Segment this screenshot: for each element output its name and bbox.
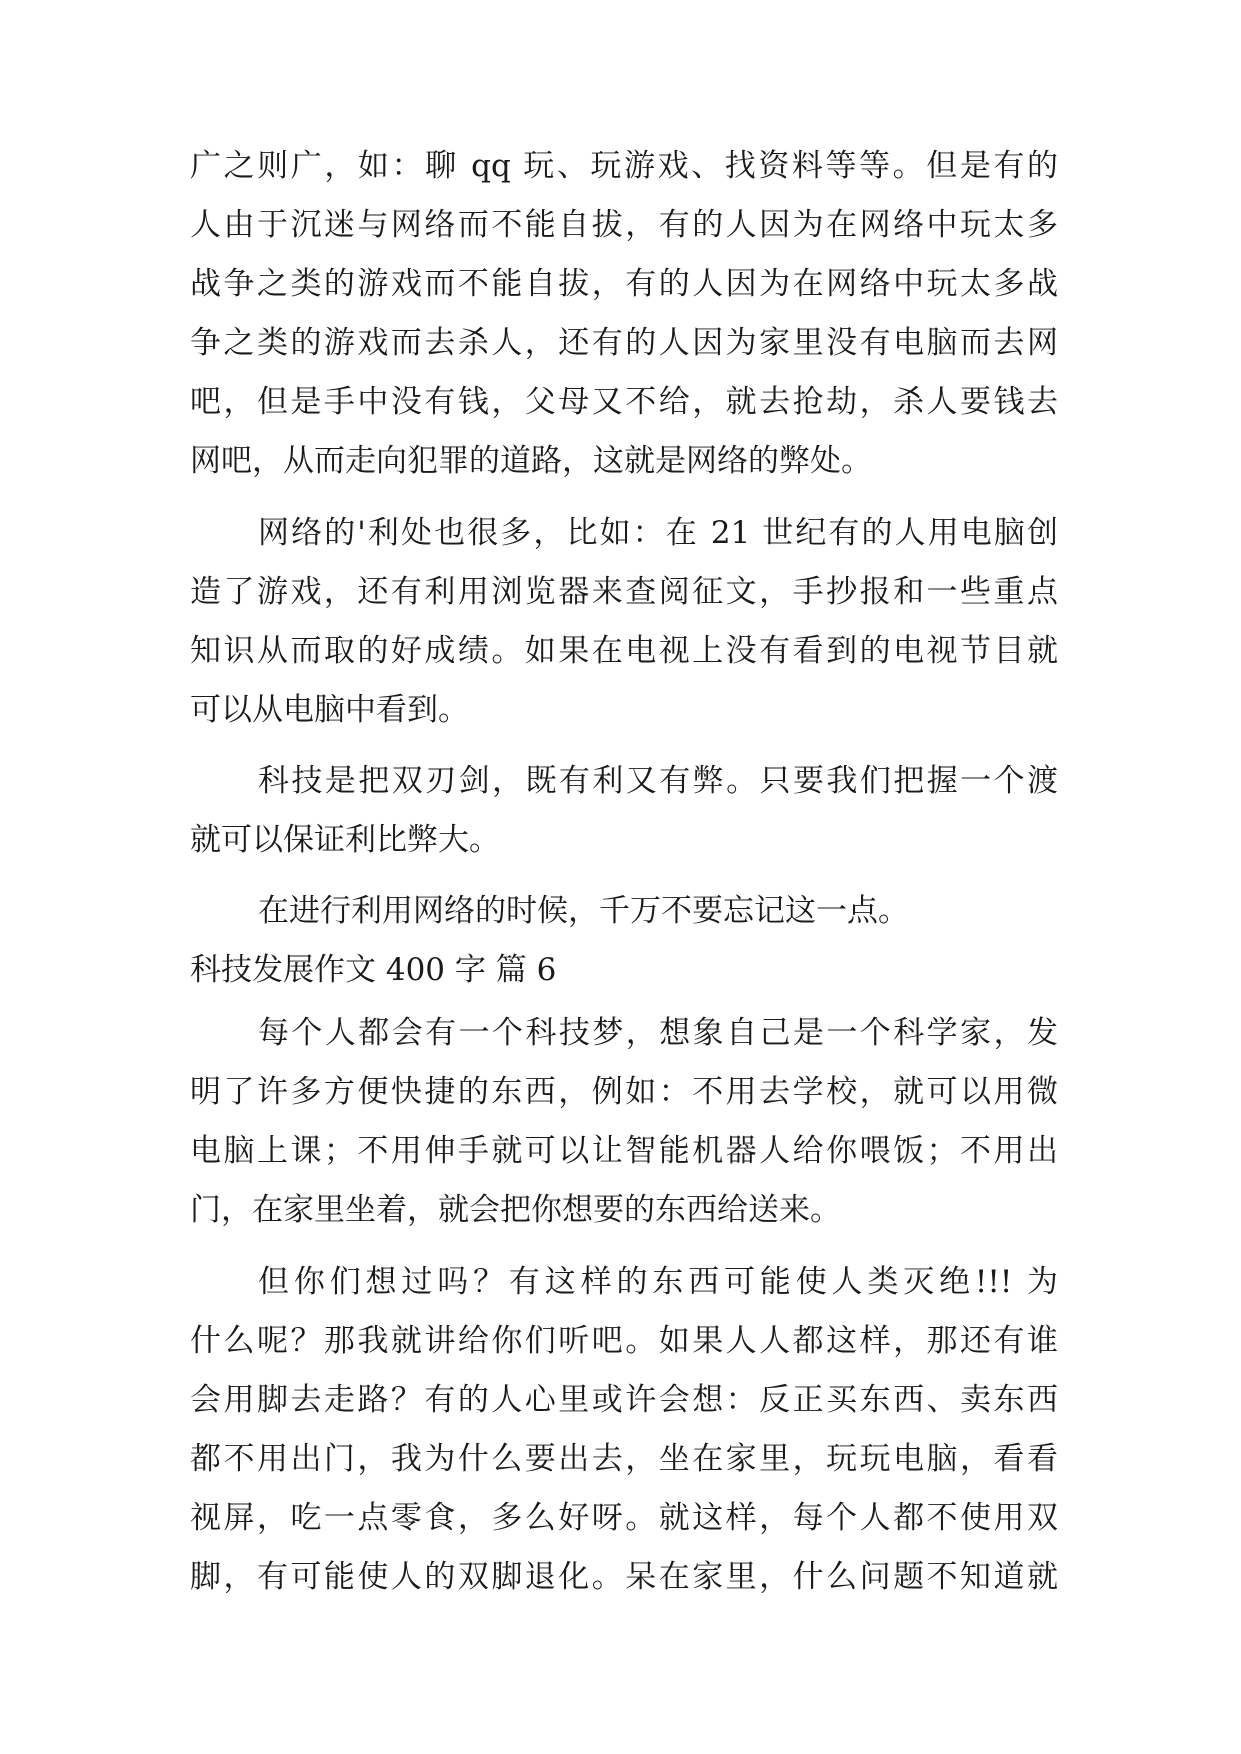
- body-line: 电脑上课；不用伸手就可以让智能机器人给你喂饭；不用出: [190, 1133, 1058, 1169]
- body-line: 脚，有可能使人的双脚退化。呆在家里，什么问题不知道就: [190, 1559, 1058, 1595]
- section-heading: 科技发展作文 400 字 篇 6: [190, 952, 557, 988]
- body-line: 都不用出门，我为什么要出去，坐在家里，玩玩电脑，看看: [190, 1441, 1058, 1477]
- body-line: 战争之类的游戏而不能自拔，有的人因为在网络中玩太多战: [190, 266, 1058, 302]
- body-line: 争之类的游戏而去杀人，还有的人因为家里没有电脑而去网: [190, 325, 1058, 361]
- body-line: 知识从而取的好成绩。如果在电视上没有看到的电视节目就: [190, 633, 1058, 669]
- paragraph-first-line: 科技是把双刃剑，既有利又有弊。只要我们把握一个渡: [258, 763, 1058, 799]
- body-line: 人由于沉迷与网络而不能自拔，有的人因为在网络中玩太多: [190, 207, 1058, 243]
- body-line: 网吧，从而走向犯罪的道路，这就是网络的弊处。: [190, 443, 872, 479]
- body-line: 明了许多方便快捷的东西，例如：不用去学校，就可以用微: [190, 1074, 1058, 1110]
- body-line: 吧，但是手中没有钱，父母又不给，就去抢劫，杀人要钱去: [190, 384, 1058, 420]
- body-line: 广之则广，如：聊 qq 玩、玩游戏、找资料等等。但是有的: [190, 148, 1058, 184]
- body-line: 门，在家里坐着，就会把你想要的东西给送来。: [190, 1192, 841, 1228]
- body-line: 什么呢？那我就讲给你们听吧。如果人人都这样，那还有谁: [190, 1323, 1058, 1359]
- paragraph-first-line: 网络的'利处也很多，比如：在 21 世纪有的人用电脑创: [258, 515, 1058, 551]
- paragraph-first-line: 在进行利用网络的时候，千万不要忘记这一点。: [258, 893, 909, 929]
- body-line: 可以从电脑中看到。: [190, 692, 469, 728]
- body-line: 会用脚去走路？有的人心里或许会想：反正买东西、卖东西: [190, 1382, 1058, 1418]
- body-line: 就可以保证利比弊大。: [190, 822, 500, 858]
- body-line: 造了游戏，还有利用浏览器来查阅征文，手抄报和一些重点: [190, 574, 1058, 610]
- body-line: 视屏，吃一点零食，多么好呀。就这样，每个人都不使用双: [190, 1500, 1058, 1536]
- paragraph-first-line: 每个人都会有一个科技梦，想象自己是一个科学家，发: [258, 1015, 1058, 1051]
- paragraph-first-line: 但你们想过吗？有这样的东西可能使人类灭绝!!! 为: [258, 1264, 1058, 1300]
